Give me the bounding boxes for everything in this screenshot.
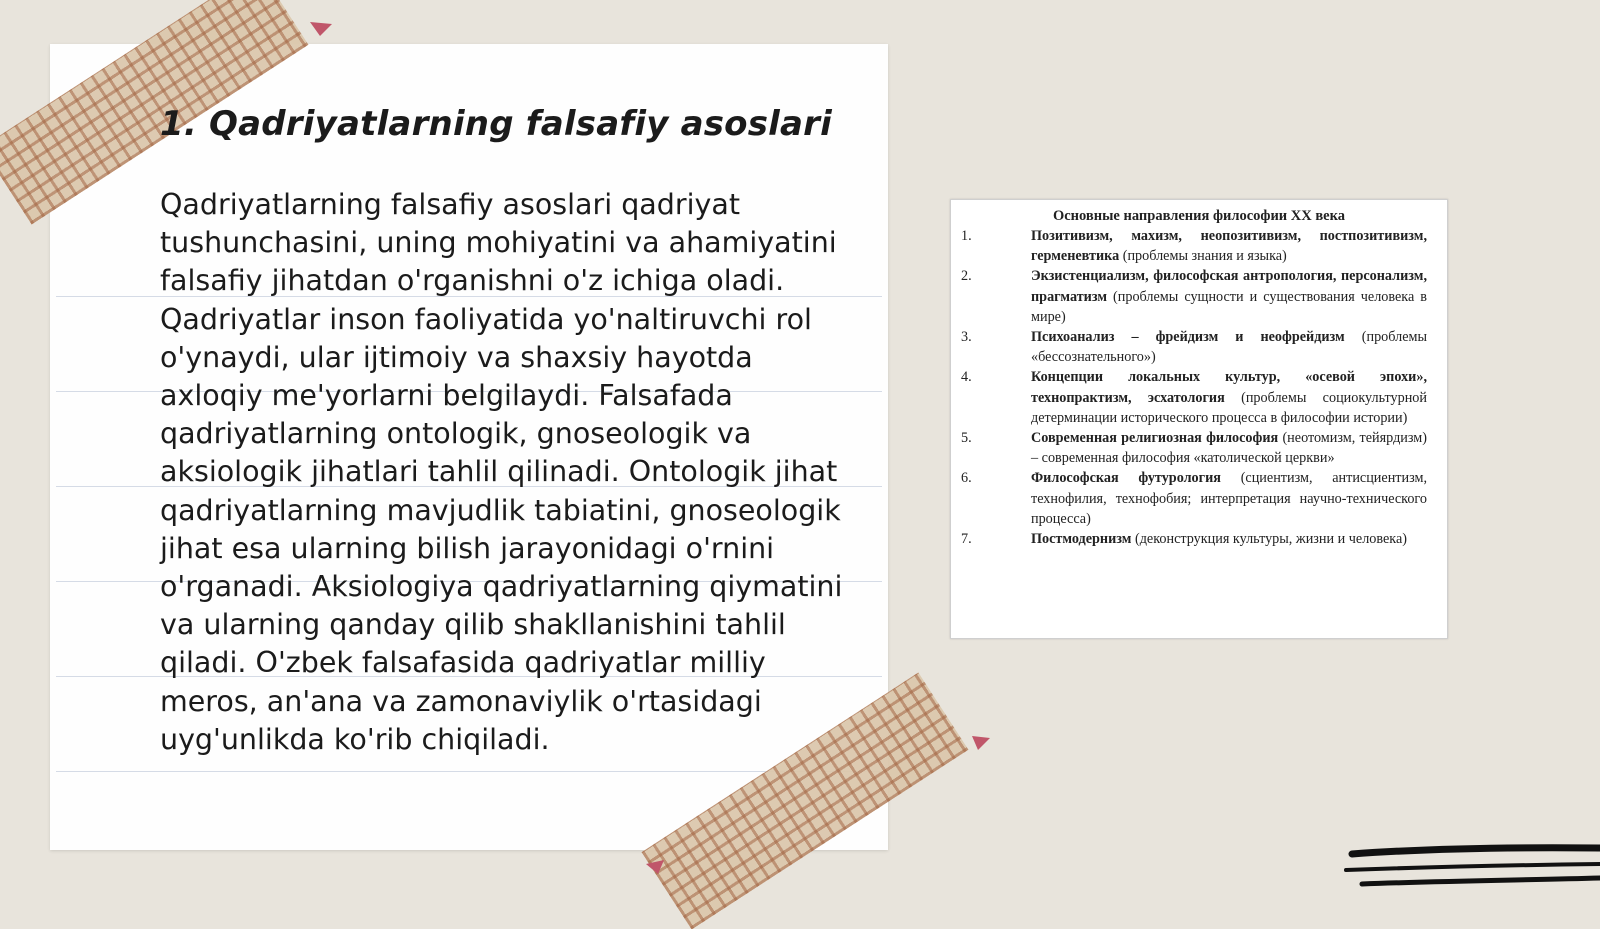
list-item-number: 4. xyxy=(961,369,972,386)
tape-pin-icon xyxy=(308,20,334,38)
list-item xyxy=(961,529,1427,549)
tape-pin-icon xyxy=(644,858,666,876)
list-item-number: 1. xyxy=(961,228,972,244)
list-item xyxy=(961,226,1427,266)
list-item xyxy=(961,266,1427,327)
paper-rule-line xyxy=(56,771,882,772)
slide-body-text: Qadriyatlarning falsafiy asoslari qadriyat tushunchasini, uning mohiyatini va ahamiyatini falsafiy jihatdan o'rganishni o'z ichiga oladi. Qadriyatlar inson faoliyatida yo'naltiruvchi rol o'ynaydi, ular ijtimoiy va shaxsiy hayotda axloqiy me'yorlarni belgilaydi. Falsafada qadriyatlarning ontologik, gnoseologik va aksiologik jihatlari tahlil qilinadi. Ontologik jihat qadriyatlarning mavjudlik tabiatini, gnoseologik jihat esa ularning bilish jarayonidagi o'rnini o'rganadi. Aksiologiya qadriyatlarning qiymatini va ularning qanday qilib shakllanishini tahlil qiladi. O'zbek falsafasida qadriyatlar milliy meros, an'ana va zamonaviylik o'rtasidagi uyg'unlikda ko'rib chiqiladi. xyxy=(160,188,843,756)
list-item-bold-text: Экзистенциализм, философская антропология, персонализм, прагматизм xyxy=(1031,268,1427,305)
list-item xyxy=(961,428,1427,468)
reference-title: Основные направления философии XX века xyxy=(1052,208,1346,224)
list-item-number: 6. xyxy=(961,470,972,487)
list-item-bold-text: Психоанализ – фрейдизм и неофрейдизм xyxy=(1031,329,1345,346)
list-item-bold-text: Позитивизм, махизм, неопозитивизм, постпозитивизм, герменевтика xyxy=(1031,228,1427,265)
list-item-text: (сциентизм, антисциентизм, технофилия, технофобия; интерпретация научно-технического процесса) xyxy=(1031,470,1428,527)
list-item-bold-text: Философская футурология xyxy=(1031,470,1221,487)
list-item-bold-text: Современная религиозная философия xyxy=(1031,430,1279,447)
list-item-bold-text: Концепции локальных культур, «осевой эпохи», технопрактизм, эсхатология xyxy=(1031,369,1427,406)
list-item-text: (проблемы «бессознательного») xyxy=(1031,329,1428,366)
reference-list xyxy=(961,226,1427,549)
list-item-number: 2. xyxy=(961,268,972,285)
list-item-text: (неотомизм, тейярдизм) – современная философия «католической церкви» xyxy=(1031,430,1427,467)
slide-title: 1. Qadriyatlarning falsafiy asoslari xyxy=(160,104,832,144)
list-item xyxy=(961,468,1427,529)
list-item xyxy=(961,327,1427,367)
tape-pin-icon xyxy=(970,734,992,752)
list-item-bold-text: Постмодернизм xyxy=(1031,531,1132,548)
list-item-text: (проблемы сущности и существования человека в мире) xyxy=(1031,288,1427,325)
list-item-number: 7. xyxy=(961,531,972,548)
philosophy-directions-image xyxy=(950,199,1448,639)
list-item-text: (деконструкция культуры, жизни и человека) xyxy=(1134,531,1407,548)
brush-strokes-decoration xyxy=(1340,840,1600,900)
list-item-text: (проблемы знания и языка) xyxy=(1122,248,1287,265)
list-item-number: 5. xyxy=(961,430,972,447)
list-item xyxy=(961,367,1427,428)
list-item-number: 3. xyxy=(961,329,972,346)
list-item-text: (проблемы социокультурной детерминации исторического процесса в философии истории) xyxy=(1031,389,1427,426)
